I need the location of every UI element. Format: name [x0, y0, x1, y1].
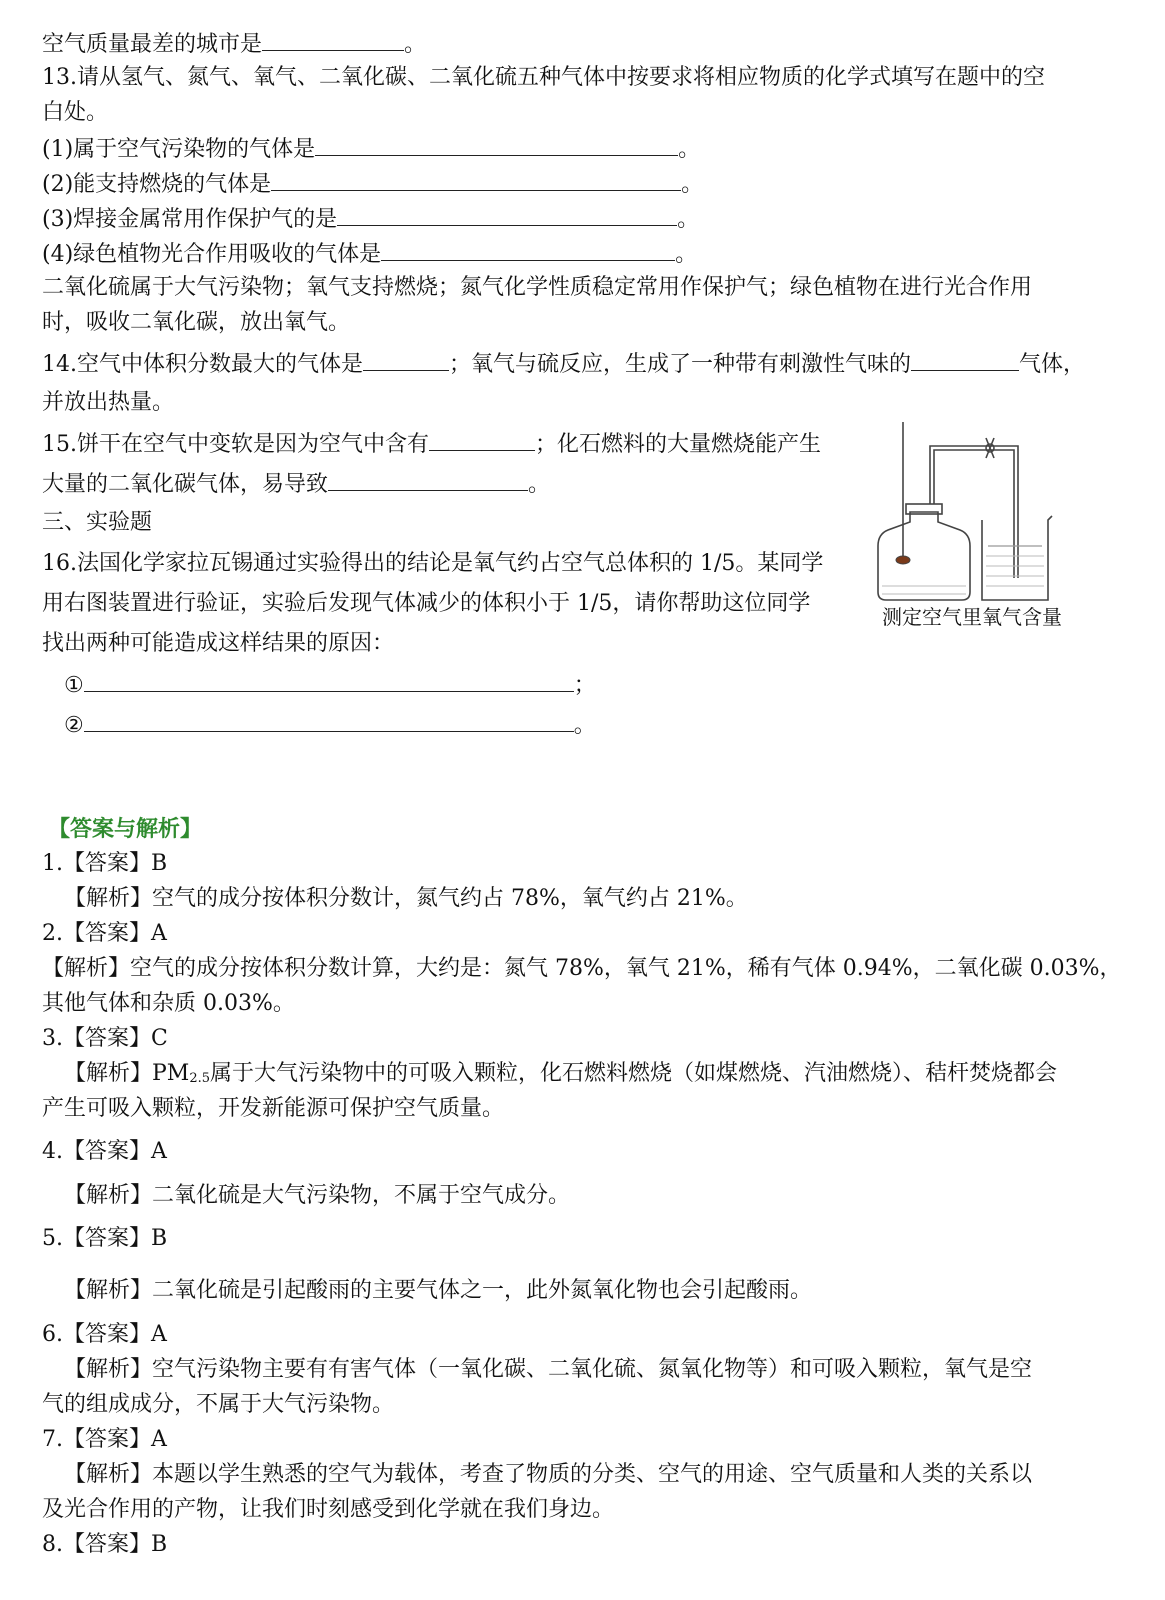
q13-item-4: (4)绿色植物光合作用吸收的气体是 。	[42, 238, 697, 270]
q13-note-cont: 时，吸收二氧化碳，放出氧气。	[42, 310, 351, 335]
explanation-7: 【解析】本题以学生熟悉的空气为载体，考查了物质的分类、空气的用途、空气质量和人类的关系以	[64, 1462, 1033, 1487]
answer-5: 5.【答案】B	[42, 1226, 168, 1251]
q15-line: 15.饼干在空气中变软是因为空气中含有 ；化石燃料的大量燃烧能产生	[42, 428, 821, 460]
answer-7: 7.【答案】A	[42, 1427, 167, 1452]
answer-blank[interactable]	[911, 348, 1019, 371]
answer-blank[interactable]	[328, 468, 528, 491]
q16-stem-cont: 用右图装置进行验证，实验后发现气体减少的体积小于 1/5，请你帮助这位同学	[42, 591, 811, 616]
q14-line-cont: 并放出热量。	[42, 390, 175, 415]
answer-6: 6.【答案】A	[42, 1322, 167, 1347]
explanation-6: 【解析】空气污染物主要有有害气体（一氧化碳、二氧化硫、氮氧化物等）和可吸入颗粒，氧气是空	[64, 1357, 1033, 1382]
q15-line-cont: 大量的二氧化碳气体，易导致 。	[42, 468, 550, 500]
figure-caption: 测定空气里氧气含量	[882, 605, 1062, 629]
q16-stem-cont2: 找出两种可能造成这样结果的原因：	[42, 631, 395, 656]
answer-1: 1.【答案】B	[42, 851, 168, 876]
explanation-5: 【解析】二氧化硫是引起酸雨的主要气体之一，此外氮氧化物也会引起酸雨。	[64, 1278, 813, 1303]
q14-line: 14.空气中体积分数最大的气体是 ；氧气与硫反应，生成了一种带有刺激性气味的 气体，	[42, 348, 1085, 380]
q16-answer-2: ② 。	[64, 709, 596, 741]
section-heading: 三、实验题	[42, 510, 153, 535]
q12-line: 空气质量最差的城市是 。	[42, 28, 426, 60]
explanation-6-cont: 气的组成成分，不属于大气污染物。	[42, 1392, 395, 1417]
q16-stem: 16.法国化学家拉瓦锡通过实验得出的结论是氧气约占空气总体积的 1/5。某同学	[42, 551, 824, 576]
answer-blank[interactable]	[337, 203, 677, 226]
explanation-4: 【解析】二氧化硫是大气污染物，不属于空气成分。	[64, 1183, 571, 1208]
q13-stem: 13.请从氢气、氮气、氧气、二氧化碳、二氧化硫五种气体中按要求将相应物质的化学式填写在题中的空	[42, 65, 1045, 90]
answer-8: 8.【答案】B	[42, 1532, 168, 1557]
answer-3: 3.【答案】C	[42, 1026, 168, 1051]
answers-heading: 【答案与解析】	[48, 816, 203, 842]
answer-blank[interactable]	[381, 238, 675, 261]
answer-4: 4.【答案】A	[42, 1139, 167, 1164]
glass-tube-inner	[934, 450, 1014, 578]
q13-item-2: (2)能支持燃烧的气体是 。	[42, 168, 703, 200]
q13-note: 二氧化硫属于大气污染物；氧气支持燃烧；氮气化学性质稳定常用作保护气；绿色植物在进行光合作用	[42, 275, 1033, 300]
jar	[878, 512, 970, 600]
explanation-1: 【解析】空气的成分按体积分数计，氮气约占 78%，氧气约占 21%。	[64, 886, 748, 911]
answer-blank[interactable]	[363, 348, 449, 371]
explanation-2: 【解析】空气的成分按体积分数计算，大约是：氮气 78%，氧气 21%，稀有气体 0.94%，二氧化碳 0.03%，	[42, 956, 1122, 981]
glass-tube	[930, 446, 1018, 578]
explanation-3-cont: 产生可吸入颗粒，开发新能源可保护空气质量。	[42, 1096, 505, 1121]
clamp	[986, 438, 994, 458]
answer-blank[interactable]	[315, 133, 678, 156]
explanation-3: 【解析】PM2.5属于大气污染物中的可吸入颗粒，化石燃料燃烧（如煤燃烧、汽油燃烧）、秸杆焚烧都会	[64, 1061, 1058, 1086]
answer-blank[interactable]	[429, 428, 535, 451]
q13-item-1: (1)属于空气污染物的气体是 。	[42, 133, 700, 165]
beaker	[982, 516, 1052, 600]
answer-blank[interactable]	[262, 28, 404, 51]
q13-stem-cont: 白处。	[42, 100, 109, 125]
phosphorus-spoon	[896, 556, 910, 564]
q16-answer-1: ① ；	[64, 669, 596, 701]
explanation-2-cont: 其他气体和杂质 0.03%。	[42, 991, 295, 1016]
answer-blank[interactable]	[84, 669, 574, 692]
answer-2: 2.【答案】A	[42, 921, 167, 946]
answer-blank[interactable]	[271, 168, 681, 191]
explanation-7-cont: 及光合作用的产物，让我们时刻感受到化学就在我们身边。	[42, 1497, 615, 1522]
q13-item-3: (3)焊接金属常用作保护气的是 。	[42, 203, 699, 235]
answer-blank[interactable]	[84, 709, 574, 732]
